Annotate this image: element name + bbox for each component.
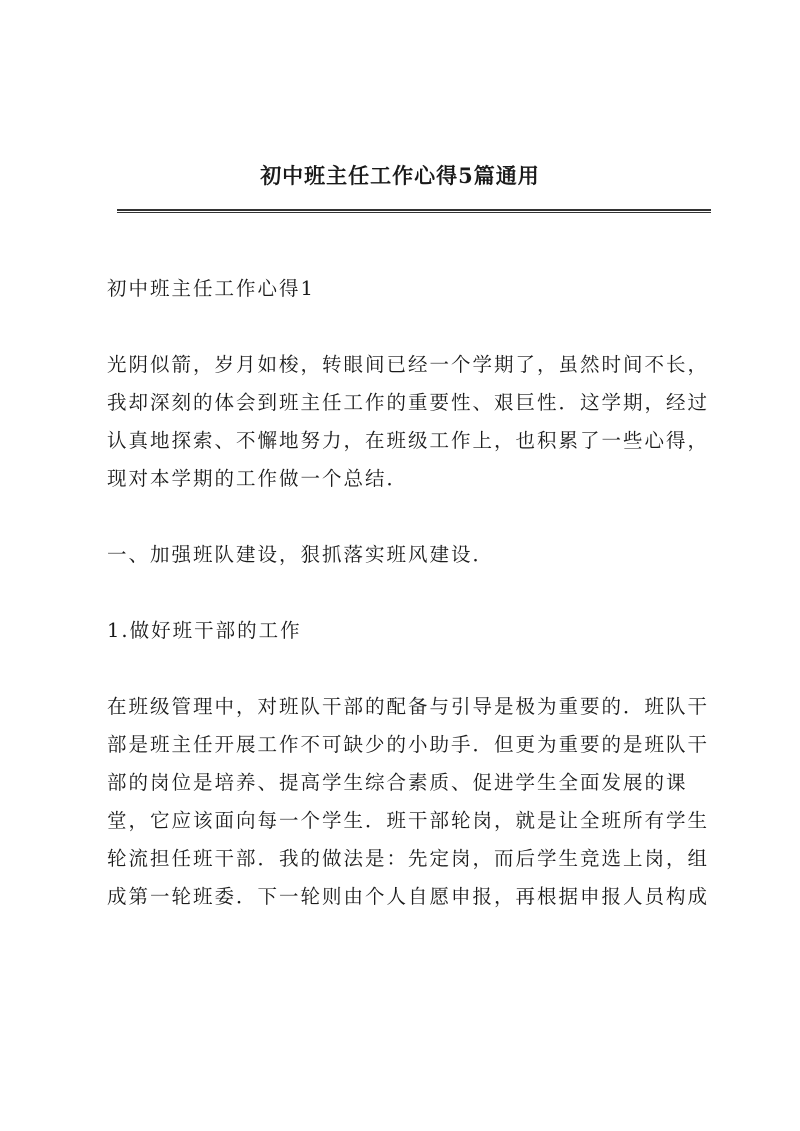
title-underline xyxy=(117,209,711,213)
article-heading: 初中班主任工作心得1 xyxy=(107,277,315,300)
document-body xyxy=(107,270,717,954)
subsection-heading: 1.做好班干部的工作 xyxy=(107,619,302,642)
section-heading: 一、加强班队建设，狠抓落实班风建设． xyxy=(107,543,495,566)
paragraph-line: 部的岗位是培养、提高学生综合素质、促进学生全面发展的课 xyxy=(107,771,688,794)
paragraph-line: 轮流担任班干部．我的做法是：先定岗，而后学生竞选上岗，组 xyxy=(107,847,710,870)
document-title: 初中班主任工作心得5篇通用 xyxy=(260,163,540,188)
paragraph-line: 认真地探索、不懈地努力，在班级工作上，也积累了一些心得， xyxy=(107,429,710,452)
paragraph-line: 成第一轮班委．下一轮则由个人自愿申报，再根据申报人员构成 xyxy=(107,885,710,908)
paragraph-line: 我却深刻的体会到班主任工作的重要性、艰巨性．这学期，经过 xyxy=(107,391,710,414)
paragraph-line: 部是班主任开展工作不可缺少的小助手．但更为重要的是班队干 xyxy=(107,733,710,756)
paragraph-line: 堂，它应该面向每一个学生．班干部轮岗，就是让全班所有学生 xyxy=(107,809,710,832)
paragraph-line: 光阴似箭，岁月如梭，转眼间已经一个学期了，虽然时间不长， xyxy=(107,353,710,376)
paragraph-line: 现对本学期的工作做一个总结． xyxy=(107,467,409,490)
intro-paragraph xyxy=(107,346,717,498)
body-paragraph xyxy=(107,688,717,916)
paragraph-line: 在班级管理中，对班队干部的配备与引导是极为重要的．班队干 xyxy=(107,695,710,718)
